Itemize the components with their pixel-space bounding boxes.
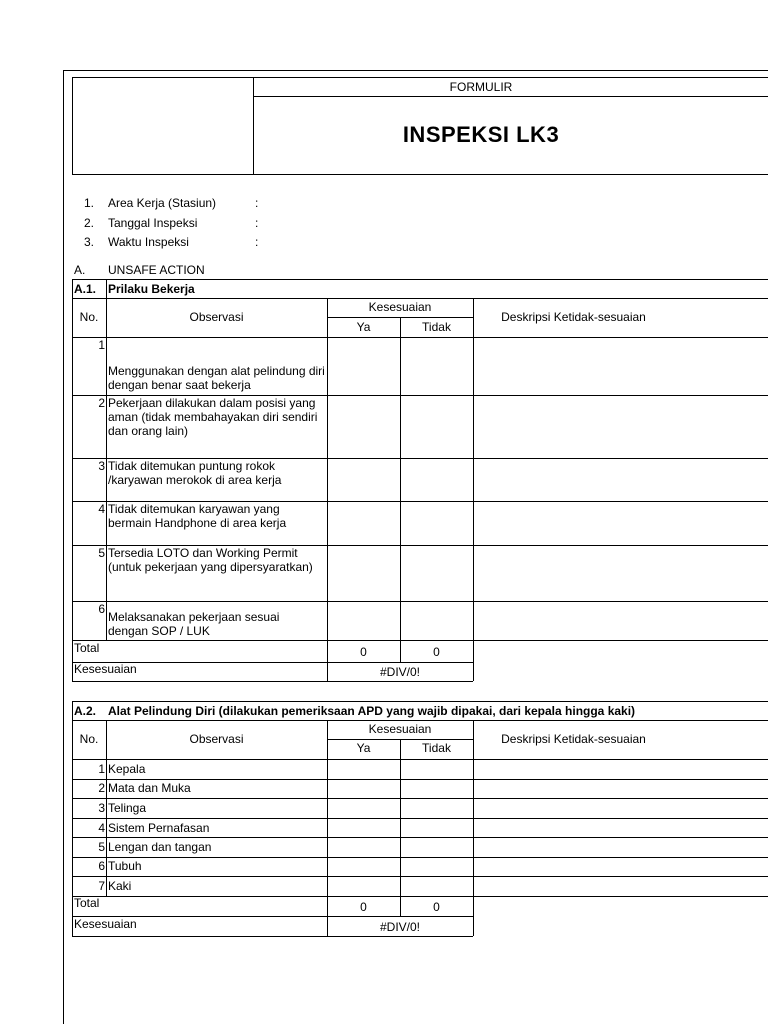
form-label: FORMULIR (449, 80, 513, 94)
table-a2-title: Alat Pelindung Diri (dilakukan pemeriksaan APD yang wajib dipakai, dari kepala hingga kaki) (108, 704, 636, 718)
header-no: No. (79, 310, 99, 324)
header-tidak: Tidak (422, 320, 451, 334)
header-ya: Ya (356, 320, 371, 334)
table-a1-num: A.1. (74, 282, 97, 296)
page-left-border (63, 70, 64, 1024)
page-top-border (63, 70, 768, 71)
total-ya: 0 (360, 645, 367, 659)
kesesuaian-value: #DIV/0! (379, 920, 421, 934)
header-kesesuaian: Kesesuaian (368, 722, 432, 736)
kesesuaian-label: Kesesuaian (74, 917, 137, 931)
header-no: No. (79, 732, 99, 746)
total-label: Total (74, 641, 100, 655)
header-kesesuaian: Kesesuaian (368, 300, 432, 314)
page-title: INSPEKSI LK3 (402, 122, 560, 147)
header-observasi: Observasi (189, 732, 244, 746)
kesesuaian-value: #DIV/0! (379, 665, 421, 679)
header-tidak: Tidak (422, 741, 451, 755)
kesesuaian-label: Kesesuaian (74, 662, 137, 676)
table-a1-title: Prilaku Bekerja (108, 282, 195, 296)
total-ya: 0 (360, 900, 367, 914)
total-label: Total (74, 896, 100, 910)
header-deskripsi: Deskripsi Ketidak-sesuaian (501, 310, 646, 324)
total-tidak: 0 (433, 900, 440, 914)
header-ya: Ya (356, 741, 371, 755)
header-observasi: Observasi (189, 310, 244, 324)
total-tidak: 0 (433, 645, 440, 659)
header-deskripsi: Deskripsi Ketidak-sesuaian (501, 732, 646, 746)
table-a2-num: A.2. (74, 704, 97, 718)
